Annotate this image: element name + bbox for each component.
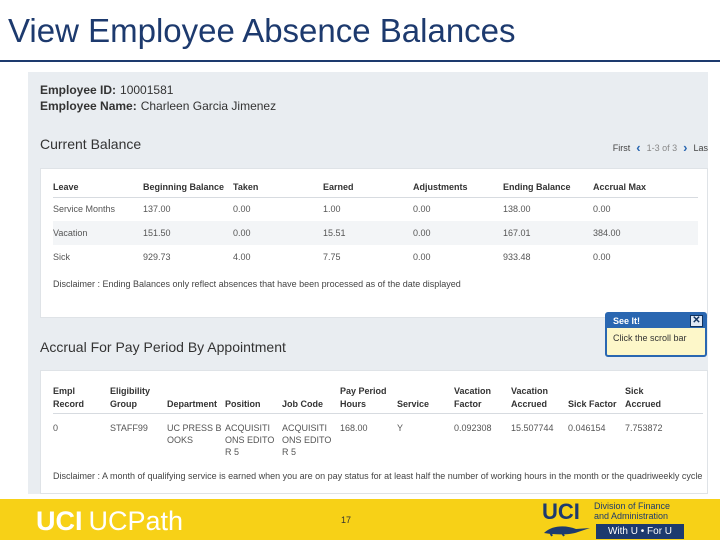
uci-wordmark: UCI xyxy=(542,499,580,524)
table-cell: 0.00 xyxy=(413,204,431,215)
balance-disclaimer: Disclaimer : Ending Balances only reflect absences that have been processed as of the date displayed xyxy=(53,279,461,289)
pager-last-link[interactable]: Las xyxy=(693,142,708,153)
accrual-panel xyxy=(40,370,708,494)
employee-name-label: Employee Name: xyxy=(40,99,137,113)
table-cell xyxy=(397,413,454,458)
employee-name-row xyxy=(40,98,276,114)
slide-title: View Employee Absence Balances xyxy=(8,12,516,49)
column-header xyxy=(568,383,625,413)
page-number: 17 xyxy=(341,515,352,525)
pager xyxy=(613,140,708,155)
table-cell: 7.75 xyxy=(323,252,341,262)
table-cell: 167.01 xyxy=(503,221,593,245)
table-cell: 1.00 xyxy=(323,204,341,215)
table-cell: 4.00 xyxy=(233,252,251,262)
table-row xyxy=(53,221,698,245)
uci-brand xyxy=(540,499,720,540)
chevron-left-icon[interactable]: ‹ xyxy=(636,140,641,155)
division-line-2: and Administration xyxy=(594,511,669,521)
table-cell: Service Months xyxy=(53,204,116,215)
title-divider xyxy=(0,60,720,62)
table-cell xyxy=(282,413,340,458)
tooltip-header xyxy=(607,314,705,328)
table-cell xyxy=(53,413,110,458)
column-header-line: Department xyxy=(167,398,218,409)
column-header-line: Group xyxy=(110,398,137,409)
table-cell: 384.00 xyxy=(593,221,698,245)
accrual-title: Accrual For Pay Period By Appointment xyxy=(40,339,286,355)
tooltip-header-text: See It! xyxy=(613,316,641,326)
column-header-line: Vacation xyxy=(454,385,492,396)
column-header xyxy=(110,383,167,413)
column-header-line: Job Code xyxy=(282,398,324,409)
table-cell: 0.00 xyxy=(233,221,323,245)
table-cell-line: 0.092308 xyxy=(454,422,492,433)
column-header-line: Empl xyxy=(53,385,76,396)
column-header: Adjustments xyxy=(413,177,503,197)
table-cell-line: ACQUISITI xyxy=(282,422,328,433)
table-cell-line: 0 xyxy=(53,422,59,433)
screenshot-panel xyxy=(28,72,708,494)
column-header-line: Sick Factor xyxy=(568,398,617,409)
column-header xyxy=(340,383,397,413)
column-header xyxy=(454,383,511,413)
employee-id-value: 10001581 xyxy=(120,83,174,97)
pager-first-link[interactable]: First xyxy=(612,142,631,153)
table-cell-line: R 5 xyxy=(225,446,240,457)
table-cell-line: STAFF99 xyxy=(110,422,148,433)
table-cell-line: 15.507744 xyxy=(511,422,554,433)
column-header: Earned xyxy=(323,177,413,197)
column-header-line: Vacation xyxy=(511,385,549,396)
division-text xyxy=(594,501,670,521)
column-header-line: Service xyxy=(397,398,430,409)
accrual-table xyxy=(53,383,703,458)
table-cell-line: ONS EDITO xyxy=(282,434,332,445)
employee-id-label: Employee ID: xyxy=(40,83,117,97)
column-header xyxy=(397,383,454,413)
table-row xyxy=(53,245,698,269)
logo-ucpath: UCPath xyxy=(88,506,184,536)
table-cell: 151.50 xyxy=(143,221,233,245)
current-balance-title: Current Balance xyxy=(40,136,142,152)
see-it-tooltip xyxy=(605,312,707,357)
table-row xyxy=(53,413,703,458)
table-cell: 0.00 xyxy=(593,204,611,215)
employee-name-value: Charleen Garcia Jimenez xyxy=(140,99,277,113)
table-cell xyxy=(225,413,282,458)
column-header-line: Record xyxy=(53,398,85,409)
tagline-badge: With U • For U xyxy=(596,524,684,539)
table-cell-line: UC PRESS B xyxy=(167,422,222,433)
column-header-line: Sick xyxy=(625,385,644,396)
employee-info xyxy=(40,82,276,114)
table-cell: 137.00 xyxy=(143,204,171,215)
table-cell: 0.00 xyxy=(413,252,431,262)
column-header xyxy=(53,383,110,413)
table-cell-line: ACQUISITI xyxy=(225,422,271,433)
table-cell xyxy=(167,413,225,458)
employee-id-row xyxy=(40,82,276,98)
table-cell xyxy=(454,413,511,458)
column-header: Accrual Max xyxy=(593,177,698,197)
table-row xyxy=(53,197,698,221)
table-cell xyxy=(625,413,703,458)
column-header: Beginning Balance xyxy=(143,177,233,197)
column-header-line: Accrued xyxy=(625,398,662,409)
table-cell: 0.00 xyxy=(593,252,611,262)
column-header: Ending Balance xyxy=(503,177,593,197)
tooltip-body: Click the scroll bar xyxy=(613,333,687,343)
table-cell: 933.48 xyxy=(503,252,531,262)
table-cell-line: OOKS xyxy=(167,434,194,445)
close-icon[interactable]: ✕ xyxy=(690,315,703,327)
anteater-icon xyxy=(542,523,592,537)
table-cell-line: Y xyxy=(397,422,404,433)
column-header-line: Eligibility xyxy=(110,385,151,396)
footer-bar xyxy=(0,499,720,540)
column-header-line: Factor xyxy=(454,398,482,409)
table-cell xyxy=(340,413,397,458)
table-cell xyxy=(568,413,625,458)
logo-uci: UCI xyxy=(36,506,83,536)
table-body xyxy=(53,197,698,269)
table-cell: 0.00 xyxy=(233,204,251,215)
accrual-disclaimer: Disclaimer : A month of qualifying service is earned when you are on pay status for at least half the number of working hours in the month or the quadriweekly cycle xyxy=(53,471,703,481)
column-header xyxy=(625,383,703,413)
column-header-line: Pay Period xyxy=(340,385,387,396)
table-cell-line: ONS EDITO xyxy=(225,434,275,445)
current-balance-panel xyxy=(40,168,708,318)
table-cell: 929.73 xyxy=(143,252,171,262)
column-header xyxy=(225,383,282,413)
table-cell xyxy=(511,413,568,458)
table-cell xyxy=(110,413,167,458)
table-cell-line: 7.753872 xyxy=(625,422,663,433)
column-header-line: Hours xyxy=(340,398,367,409)
ucpath-logo xyxy=(36,506,183,537)
column-header xyxy=(511,383,568,413)
column-header xyxy=(282,383,340,413)
column-header-line: Position xyxy=(225,398,261,409)
column-header xyxy=(167,383,225,413)
table-cell: Vacation xyxy=(53,221,143,245)
table-cell: 0.00 xyxy=(413,221,503,245)
table-cell: 15.51 xyxy=(323,221,413,245)
table-header-row xyxy=(53,383,703,413)
current-balance-table xyxy=(53,177,698,269)
column-header: Taken xyxy=(233,177,323,197)
table-cell-line: 168.00 xyxy=(340,422,368,433)
table-cell-line: 0.046154 xyxy=(568,422,606,433)
chevron-right-icon[interactable]: › xyxy=(683,140,688,155)
column-header-line: Accrued xyxy=(511,398,548,409)
division-line-1: Division of Finance xyxy=(594,501,671,511)
pager-range: 1-3 of 3 xyxy=(646,142,678,153)
table-cell-line: R 5 xyxy=(282,446,297,457)
table-cell: Sick xyxy=(53,252,71,262)
table-cell: 138.00 xyxy=(503,204,531,215)
column-header: Leave xyxy=(53,177,143,197)
table-header-row xyxy=(53,177,698,197)
